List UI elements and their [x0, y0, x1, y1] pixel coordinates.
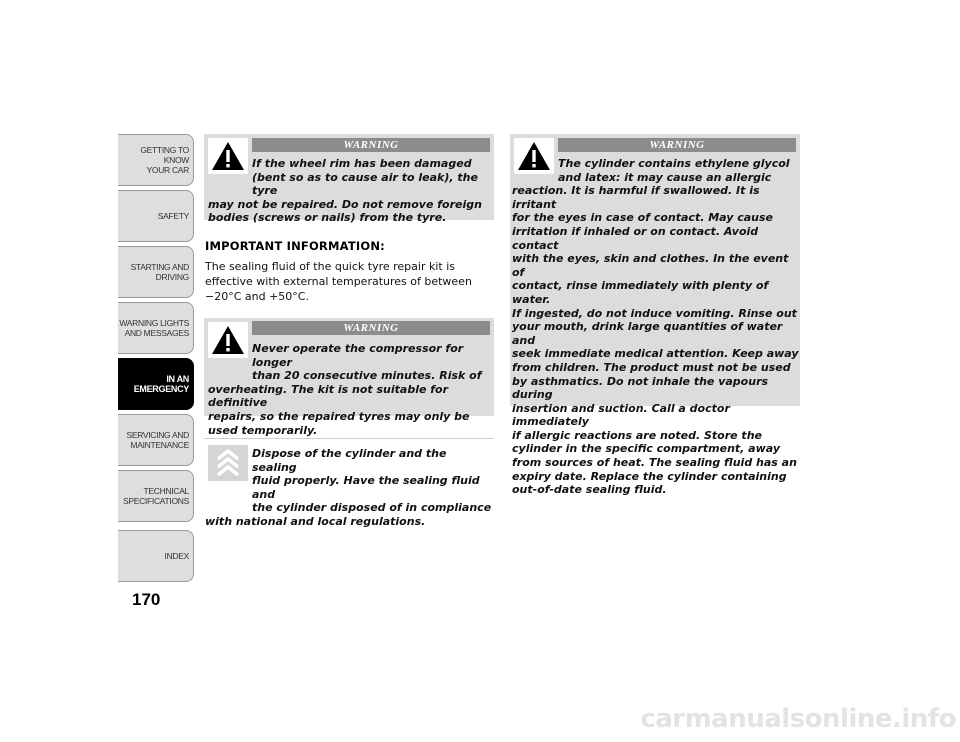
- warning-title: WARNING: [558, 138, 796, 152]
- warning-box-wheel-rim: [204, 134, 494, 225]
- important-text: The sealing fluid of the quick tyre repair kit is effective with external temperatures of between −20°C and +50°C.: [205, 260, 472, 303]
- environment-note: [204, 438, 494, 528]
- tab-safety[interactable]: SAFETY: [118, 190, 194, 242]
- tab-warning-lights[interactable]: WARNING LIGHTS AND MESSAGES: [118, 302, 194, 354]
- tab-servicing[interactable]: SERVICING AND MAINTENANCE: [118, 414, 194, 466]
- warning-text: The cylinder contains ethylene glycol and latex: it may cause an allergic reaction. It is harmful if swallowed. It is irritant for the eyes in case of contact. May cause irritation if inhaled or on contact. Avoid contact with the eyes, skin and clothes. In the event of contact, rinse immediately with plenty of water. If ingested, do not induce vomiting. Rinse out your mouth, drink large quantities of water and seek immediate medical attention. Keep away from children. The product must not be used by asthmatics. Do not inhale the vapours during insertion and suction. Call a doctor immediately if allergic reactions are noted. Store the cylinder in the specific compartment, away from sources of heat. The sealing fluid has an expiry date. Replace the cylinder containing out-of-date sealing fluid.: [512, 157, 799, 497]
- tab-getting-to-know[interactable]: GETTING TO KNOW YOUR CAR: [118, 134, 194, 186]
- warning-text: If the wheel rim has been damaged (bent so as to cause air to leak), the tyre may not be repaired. Do not remove foreign bodies (screws or nails) from the tyre.: [208, 157, 482, 225]
- tab-index[interactable]: INDEX: [118, 530, 194, 582]
- warning-title: WARNING: [252, 321, 490, 335]
- tab-technical-specs[interactable]: TECHNICAL SPECIFICATIONS: [118, 470, 194, 522]
- warning-box-compressor: [204, 318, 494, 437]
- warning-box-cylinder: [510, 134, 800, 497]
- warning-text: Never operate the compressor for longer than 20 consecutive minutes. Risk of overheating. The kit is not suitable for definitive repairs, so the repaired tyres may only be used temporarily.: [208, 342, 482, 437]
- tab-in-an-emergency[interactable]: IN AN EMERGENCY: [118, 358, 194, 410]
- page-number: 170: [132, 590, 161, 609]
- warning-title: WARNING: [252, 138, 490, 152]
- important-heading: IMPORTANT INFORMATION:: [205, 239, 385, 253]
- tab-starting-driving[interactable]: STARTING AND DRIVING: [118, 246, 194, 298]
- environment-text: Dispose of the cylinder and the sealing fluid properly. Have the sealing fluid and the cylinder disposed of in compliance with national and local regulations.: [205, 447, 492, 528]
- watermark: carmanualsonline.info: [640, 704, 956, 734]
